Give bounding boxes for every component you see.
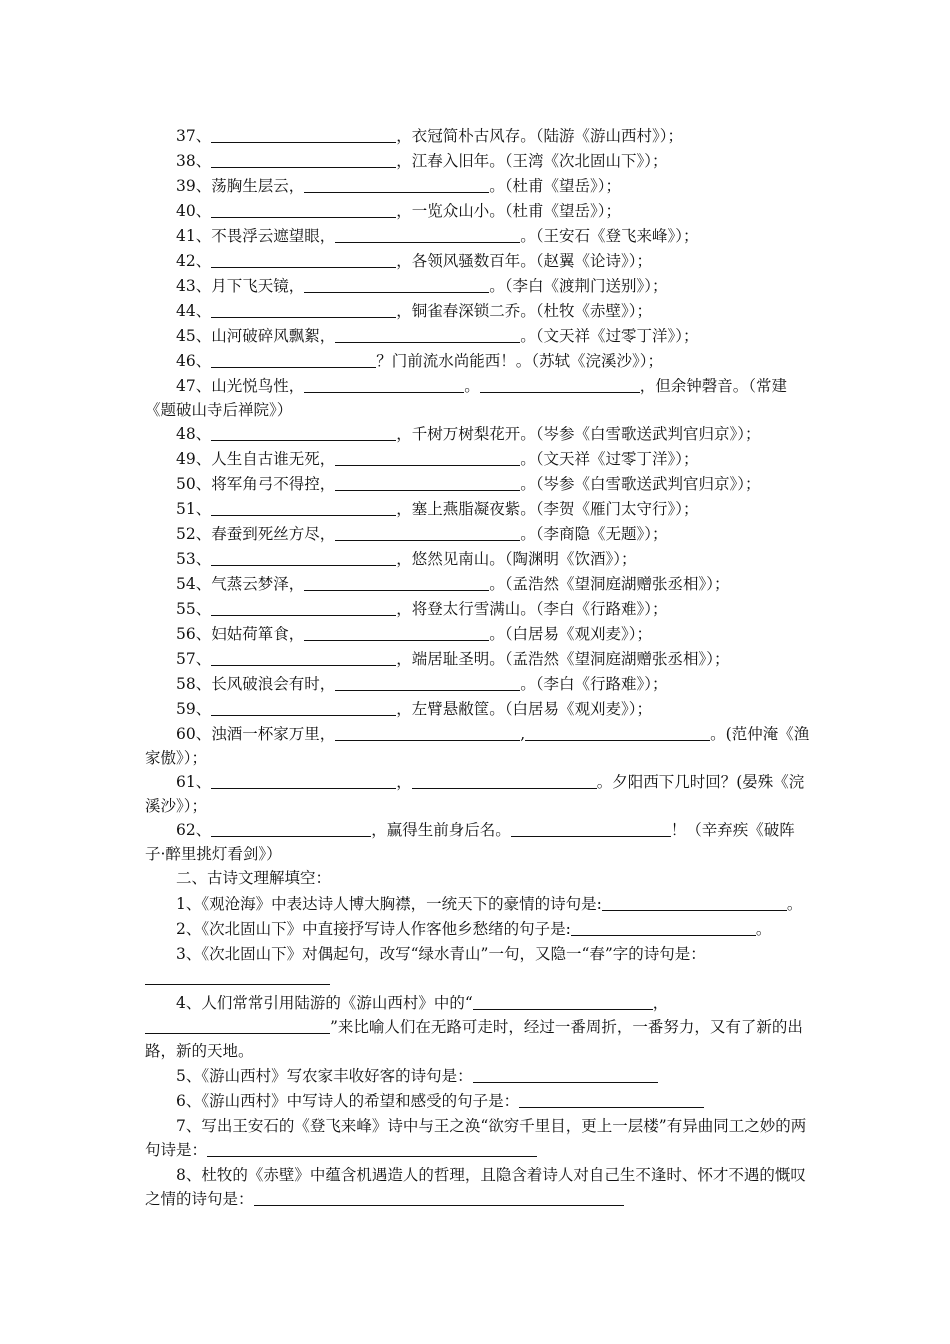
answer-blank[interactable] <box>412 772 597 789</box>
question-57 <box>145 647 810 672</box>
answer-blank[interactable] <box>211 126 396 143</box>
question-text: 。(范仲淹《渔家傲》）； <box>145 725 810 767</box>
question-text: 59、 <box>176 700 212 718</box>
answer-blank[interactable] <box>480 376 640 393</box>
section-heading: 二、古诗文理解填空： <box>176 869 332 887</box>
question-58 <box>145 672 810 697</box>
question-text: 8、杜牧的《赤壁》中蕴含机遇造人的哲理，且隐含着诗人对自己生不逢时、怀才不遇的慨叹之情的诗句是： <box>145 1166 806 1208</box>
answer-blank[interactable] <box>211 301 396 318</box>
understanding-question-3 <box>145 942 810 990</box>
question-56 <box>145 622 810 647</box>
question-text: 58、长风破浪会有时， <box>176 675 336 693</box>
question-text: 46、 <box>176 352 212 370</box>
answer-blank[interactable] <box>211 351 376 368</box>
question-40 <box>145 199 810 224</box>
question-49 <box>145 447 810 472</box>
answer-blank[interactable] <box>145 968 330 985</box>
answer-blank[interactable] <box>211 599 396 616</box>
answer-blank[interactable] <box>571 919 756 936</box>
question-text: 7、写出王安石的《登飞来峰》诗中与王之涣“欲穷千里目，更上一层楼”有异曲同工之妙的两句诗是： <box>145 1117 807 1159</box>
question-text: 42、 <box>176 252 212 270</box>
answer-blank[interactable] <box>525 724 710 741</box>
question-text: 39、荡胸生层云， <box>176 177 305 195</box>
question-text: ，江春入旧年。（王湾《次北固山下》）； <box>396 152 668 170</box>
question-text: ，但余钟磬音。（常建《题破山寺后禅院》） <box>145 377 788 419</box>
question-text: ，千树万树梨花开。（岑参《白雪歌送武判官归京》）； <box>396 425 761 443</box>
question-text: 2、《次北固山下》中直接抒写诗人作客他乡愁绪的句子是: <box>176 920 571 938</box>
question-text: 4、人们常常引用陆游的《游山西村》中的“ <box>176 994 473 1012</box>
answer-blank[interactable] <box>211 251 396 268</box>
understanding-question-7 <box>145 1114 810 1162</box>
question-text: 。（王安石《登飞来峰》）； <box>520 227 699 245</box>
question-text: 5、《游山西村》写农家丰收好客的诗句是： <box>176 1067 473 1085</box>
answer-blank[interactable] <box>211 499 396 516</box>
question-54 <box>145 572 810 597</box>
answer-blank[interactable] <box>335 326 520 343</box>
answer-blank[interactable] <box>335 724 520 741</box>
question-text: 。（白居易《观刈麦》）； <box>489 625 652 643</box>
answer-blank[interactable] <box>304 574 489 591</box>
question-text: 52、春蚕到死丝方尽， <box>176 525 336 543</box>
question-text: 41、不畏浮云遮望眼， <box>176 227 336 245</box>
question-text: 62、 <box>176 821 212 839</box>
question-text: 54、气蒸云梦泽， <box>176 575 305 593</box>
question-text: 56、妇姑荷箪食， <box>176 625 305 643</box>
question-60 <box>145 722 810 770</box>
question-text: ，塞上燕脂凝夜紫。（李贺《雁门太守行》）； <box>396 500 699 518</box>
question-text: 50、将军角弓不得控， <box>176 475 336 493</box>
answer-blank[interactable] <box>602 894 787 911</box>
question-text: 61、 <box>176 773 212 791</box>
question-text: 。 <box>786 895 803 913</box>
question-47 <box>145 374 810 422</box>
answer-blank[interactable] <box>207 1140 537 1157</box>
question-text: 。（文天祥《过零丁洋》）； <box>520 327 699 345</box>
question-50 <box>145 472 810 497</box>
question-text: ， <box>396 773 412 791</box>
question-text: ”来比喻人们在无路可走时，经过一番周折，一番努力，又有了新的出路，新的天地。 <box>145 1018 803 1060</box>
question-46 <box>145 349 810 374</box>
question-48 <box>145 422 810 447</box>
question-61 <box>145 770 810 818</box>
question-text: 3、《次北固山下》对偶起句，改写“绿水青山”一句，又隐一“春”字的诗句是： <box>176 945 706 963</box>
answer-blank[interactable] <box>145 1017 330 1034</box>
answer-blank[interactable] <box>335 449 520 466</box>
answer-blank[interactable] <box>304 276 489 293</box>
document-content <box>145 124 810 1211</box>
question-text: 。（杜甫《望岳》）； <box>489 177 621 195</box>
answer-blank[interactable] <box>473 1066 658 1083</box>
question-text: 57、 <box>176 650 212 668</box>
question-text: 48、 <box>176 425 212 443</box>
understanding-question-8 <box>145 1163 810 1211</box>
question-text: ！（辛弃疾《破阵子·醉里挑灯看剑》） <box>145 821 795 863</box>
question-text: ，左臂悬敝筐。（白居易《观刈麦》）； <box>396 700 652 718</box>
question-53 <box>145 547 810 572</box>
question-text: 。（岑参《白雪歌送武判官归京》）； <box>520 475 761 493</box>
answer-blank[interactable] <box>304 624 489 641</box>
question-38 <box>145 149 810 174</box>
question-62 <box>145 818 810 866</box>
question-text: ，各领风骚数百年。（赵翼《论诗》）； <box>396 252 652 270</box>
question-59 <box>145 697 810 722</box>
answer-blank[interactable] <box>511 820 671 837</box>
question-text: , <box>520 725 526 743</box>
question-45 <box>145 324 810 349</box>
question-37 <box>145 124 810 149</box>
understanding-question-6 <box>145 1089 810 1113</box>
question-text: 。（孟浩然《望洞庭湖赠张丞相》）； <box>489 575 730 593</box>
answer-blank[interactable] <box>335 524 520 541</box>
answer-blank[interactable] <box>211 820 371 837</box>
question-text: 51、 <box>176 500 212 518</box>
question-text: 。 <box>464 377 480 395</box>
understanding-question-2 <box>145 917 810 941</box>
question-text: 。（李白《行路难》）； <box>520 675 668 693</box>
question-text: 6、《游山西村》中写诗人的希望和感受的句子是： <box>176 1092 520 1110</box>
question-text: 38、 <box>176 152 212 170</box>
understanding-question-4 <box>145 991 810 1063</box>
question-text: 60、浊酒一杯家万里， <box>176 725 336 743</box>
question-44 <box>145 299 810 324</box>
answer-blank[interactable] <box>519 1091 704 1108</box>
question-text: ， <box>652 994 669 1012</box>
question-text: ，赢得生前身后名。 <box>371 821 511 839</box>
question-text: ？门前流水尚能西！。（苏轼《浣溪沙》）； <box>376 352 663 370</box>
question-42 <box>145 249 810 274</box>
answer-blank[interactable] <box>211 201 396 218</box>
question-55 <box>145 597 810 622</box>
question-43 <box>145 274 810 299</box>
answer-blank[interactable] <box>473 993 653 1010</box>
question-52 <box>145 522 810 547</box>
answer-blank[interactable] <box>254 1189 624 1206</box>
question-text: ，铜雀春深锁二乔。（杜牧《赤壁》）； <box>396 302 652 320</box>
answer-blank[interactable] <box>211 772 396 789</box>
question-text: 53、 <box>176 550 212 568</box>
question-text: 40、 <box>176 202 212 220</box>
question-text: 43、月下飞天镜， <box>176 277 305 295</box>
question-text: 。（李商隐《无题》）； <box>520 525 668 543</box>
question-text: ，衣冠简朴古风存。（陆游《游山西村》）； <box>396 127 683 145</box>
question-41 <box>145 224 810 249</box>
question-text: ，端居耻圣明。（孟浩然《望洞庭湖赠张丞相》）； <box>396 650 730 668</box>
question-text: ，一览众山小。（杜甫《望岳》）； <box>396 202 621 220</box>
question-text: 45、山河破碎风飘絮， <box>176 327 336 345</box>
question-text: 44、 <box>176 302 212 320</box>
question-text: 。 <box>755 920 772 938</box>
question-text: ，悠然见南山。（陶渊明《饮酒》）； <box>396 550 637 568</box>
answer-blank[interactable] <box>335 474 520 491</box>
answer-blank[interactable] <box>304 176 489 193</box>
question-text: 37、 <box>176 127 212 145</box>
answer-blank[interactable] <box>211 549 396 566</box>
understanding-question-5 <box>145 1064 810 1088</box>
question-text: 。夕阳西下几时回？(晏殊《浣溪沙》）； <box>145 773 805 815</box>
question-text: 1、《观沧海》中表达诗人博大胸襟，一统天下的豪情的诗句是: <box>176 895 602 913</box>
question-51 <box>145 497 810 522</box>
question-text: ，将登太行雪满山。（李白《行路难》）； <box>396 600 668 618</box>
question-text: 。（李白《渡荆门送别》）； <box>489 277 668 295</box>
answer-blank[interactable] <box>211 424 396 441</box>
answer-blank[interactable] <box>211 649 396 666</box>
question-text: 47、山光悦鸟性， <box>176 377 305 395</box>
question-text: 55、 <box>176 600 212 618</box>
question-text: 49、人生自古谁无死， <box>176 450 336 468</box>
question-text: 。（文天祥《过零丁洋》）； <box>520 450 699 468</box>
answer-blank[interactable] <box>211 151 396 168</box>
answer-blank[interactable] <box>211 699 396 716</box>
answer-blank[interactable] <box>304 376 464 393</box>
answer-blank[interactable] <box>335 226 520 243</box>
understanding-question-1 <box>145 892 810 916</box>
answer-blank[interactable] <box>335 674 520 691</box>
question-39 <box>145 174 810 199</box>
